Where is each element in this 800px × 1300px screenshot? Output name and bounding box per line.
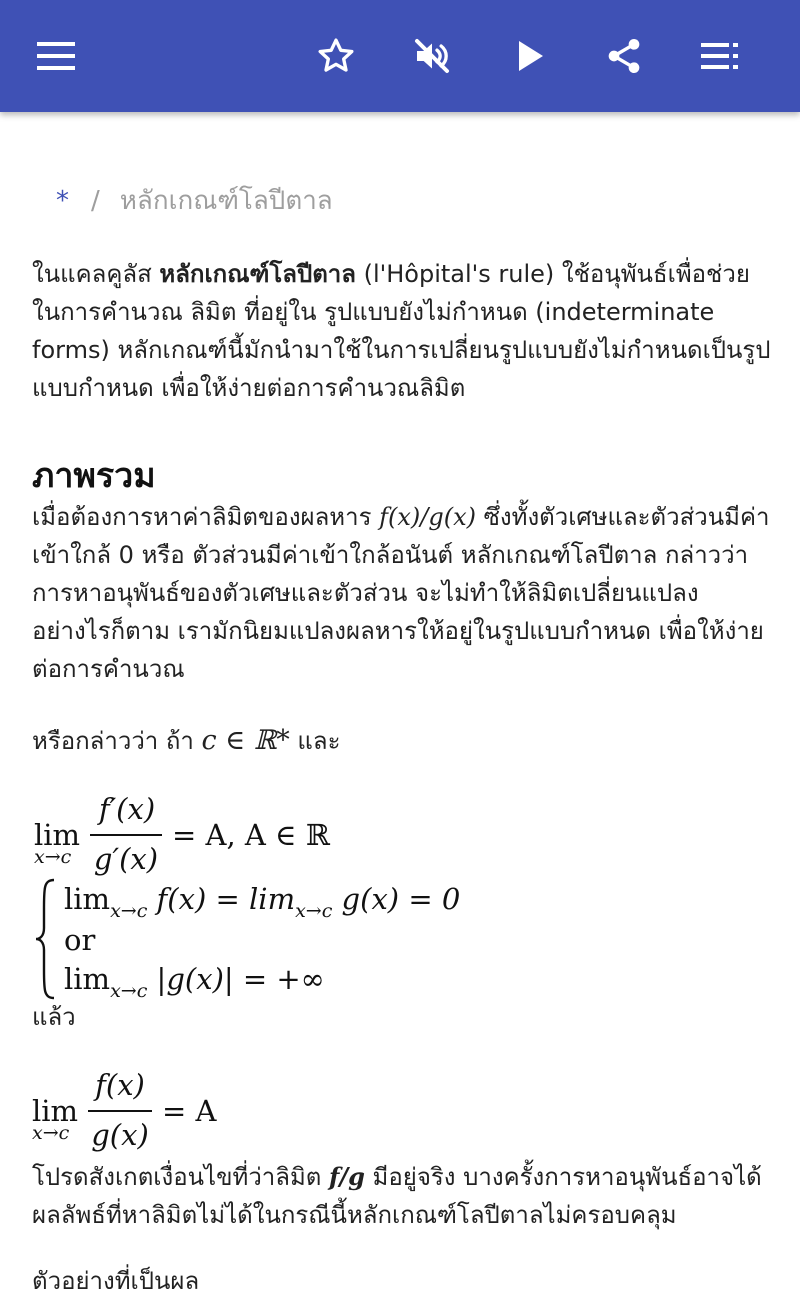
intro-bold-term: หลักเกณฑ์โลปีตาล	[159, 260, 356, 288]
mute-button[interactable]	[404, 28, 460, 84]
condition-line-2	[64, 962, 325, 1002]
breadcrumb-current: หลักเกณฑ์โลปีตาล	[119, 186, 333, 216]
overview-p1-after: ซึ่งทั้งตัวเศษและตัวส่วนมีค่าเข้าใกล้ 0 หรือ ตัวส่วนมีค่าเข้าใกล้อนันต์ หลักเกณฑ์โลปีตาล กล่าวว่า การหาอนุพันธ์ของตัวเศษและตัวส่วน จะไม่ทำให้ลิมิตเปลี่ยนแปลงอย่างไรก็ตาม เรามักนิยมแปลงผลหารให้อยู่ในรูปแบบกำหนด เพื่อให้ง่ายต่อการคำนวณ	[32, 503, 770, 683]
intro-paragraph	[32, 255, 772, 407]
formula1-numerator: f′(x)	[98, 792, 156, 826]
formula2-subscript: x→c	[32, 1122, 70, 1144]
note-expression: f/g	[329, 1162, 365, 1191]
formula1-rhs: = A, A ∈ ℝ	[172, 818, 330, 852]
overview-p2-after: และ	[289, 727, 341, 755]
condition1-end: g(x) = 0	[332, 882, 461, 916]
section-heading-overview: ภาพรวม	[32, 456, 156, 496]
note-paragraph	[32, 1158, 772, 1234]
formula2-rhs: = A	[162, 1094, 217, 1128]
menu-button[interactable]	[28, 28, 84, 84]
formula1-lim: lim	[34, 818, 81, 852]
overview-paragraph-2	[32, 722, 772, 760]
condition2-lim: lim	[64, 962, 111, 996]
overview-p2-expression: c ∈ ℝ*	[201, 725, 290, 756]
condition-line-or: or	[64, 923, 96, 957]
overview-p1-before: เมื่อต้องการหาค่าลิมิตของผลหาร	[32, 503, 380, 531]
condition-line-1	[64, 882, 460, 922]
condition2-sub: x→c	[110, 980, 148, 1002]
cut-off-line: ตัวอย่างที่เป็นผล	[32, 1267, 200, 1295]
table-of-contents-button[interactable]	[692, 28, 748, 84]
condition1-sub-b: x→c	[295, 900, 333, 922]
breadcrumb-home-link[interactable]: *	[56, 186, 69, 216]
menu-icon	[37, 42, 75, 70]
play-icon	[515, 39, 545, 73]
formula2-fraction-bar	[88, 1110, 152, 1112]
breadcrumb-separator: /	[91, 186, 100, 216]
formula1-denominator: g′(x)	[93, 842, 159, 876]
condition1-mid: f(x) = lim	[147, 882, 296, 916]
formula2-lim: lim	[32, 1094, 79, 1128]
breadcrumb	[56, 180, 333, 221]
formula1-fraction-bar	[90, 834, 162, 836]
then-word: แล้ว	[32, 1003, 76, 1031]
volume-off-icon	[412, 36, 452, 76]
condition2-end: |g(x)| = +∞	[147, 962, 325, 996]
condition1-lim-a: lim	[64, 882, 111, 916]
share-button[interactable]	[596, 28, 652, 84]
list-icon	[701, 43, 739, 69]
play-button[interactable]	[502, 28, 558, 84]
note-after: มีอยู่จริง บางครั้งการหาอนุพันธ์อาจได้ผลลัพธ์ที่หาลิมิตไม่ได้ในกรณีนี้หลักเกณฑ์โลปีตาลไม่ครอบคลุม	[32, 1163, 762, 1229]
left-brace-icon	[34, 878, 56, 1000]
overview-paragraph-1	[32, 498, 772, 688]
star-outline-icon	[316, 36, 356, 76]
favorite-button[interactable]	[308, 28, 364, 84]
formula2-numerator: f(x)	[95, 1068, 145, 1102]
formula2-denominator: g(x)	[91, 1118, 149, 1152]
overview-p1-expression: f(x)/g(x)	[379, 503, 476, 531]
intro-text-before: ในแคลคูลัส	[32, 260, 160, 288]
article-content	[0, 112, 800, 1295]
formula1-subscript: x→c	[34, 846, 72, 868]
overview-p2-before: หรือกล่าวว่า ถ้า	[32, 727, 202, 755]
app-toolbar	[0, 0, 800, 112]
note-before: โปรดสังเกตเงื่อนไขที่ว่าลิมิต	[32, 1163, 330, 1191]
share-icon	[604, 36, 644, 76]
intro-text-after: (l'Hôpital's rule) ใช้อนุพันธ์เพื่อช่วยในการคำนวณ ลิมิต ที่อยู่ใน รูปแบบยังไม่กำหนด (indeterminate forms) หลักเกณฑ์นี้มักนำมาใช้ในการเปลี่ยนรูปแบบยังไม่กำหนดเป็นรูปแบบกำหนด เพื่อให้ง่ายต่อการคำนวณลิมิต	[32, 260, 771, 402]
condition1-sub-a: x→c	[110, 900, 148, 922]
